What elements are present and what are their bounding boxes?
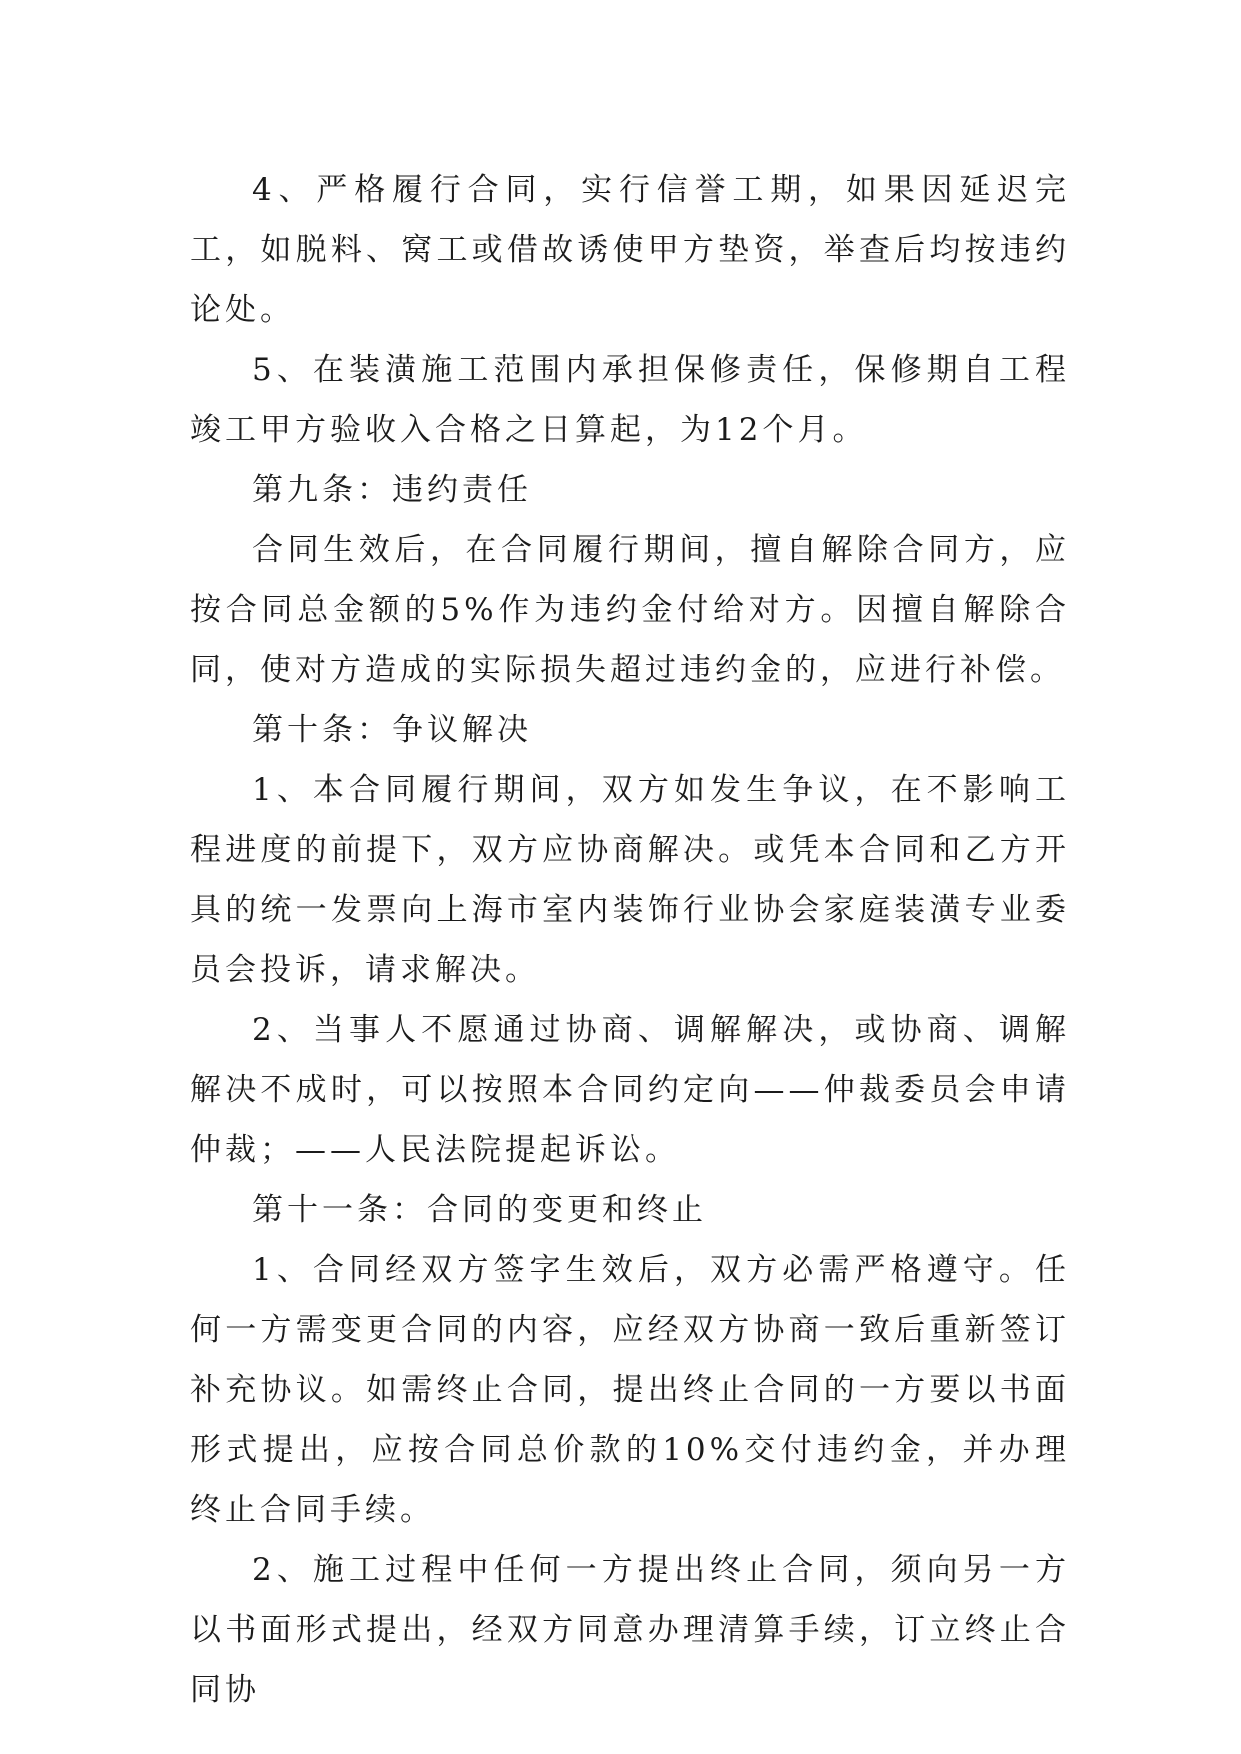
clause-10-item-2: 2、当事人不愿通过协商、调解解决，或协商、调解解决不成时，可以按照本合同约定向——仲裁委员会申请仲裁；——人民法院提起诉讼。 — [190, 1012, 1070, 1168]
clause-11-item-1: 1、合同经双方签字生效后，双方必需严格遵守。任何一方需变更合同的内容，应经双方协商一致后重新签订补充协议。如需终止合同，提出终止合同的一方要以书面形式提出，应按合同总价款的10%交付违约金，并办理终止合同手续。 — [190, 1252, 1070, 1528]
document-body — [190, 160, 1070, 1720]
clause-10-item-1: 1、本合同履行期间，双方如发生争议，在不影响工程进度的前提下，双方应协商解决。或凭本合同和乙方开具的统一发票向上海市室内装饰行业协会家庭装潢专业委员会投诉，请求解决。 — [190, 772, 1070, 988]
clause-9-body: 合同生效后，在合同履行期间，擅自解除合同方，应按合同总金额的5%作为违约金付给对方。因擅自解除合同，使对方造成的实际损失超过违约金的，应进行补偿。 — [190, 532, 1070, 688]
clause-11-item-2: 2、施工过程中任何一方提出终止合同，须向另一方以书面形式提出，经双方同意办理清算手续，订立终止合同协 — [190, 1552, 1070, 1708]
clause-9-heading: 第九条：违约责任 — [252, 472, 532, 508]
clause-10-heading: 第十条：争议解决 — [252, 712, 532, 748]
clause-8-item-4: 4、严格履行合同，实行信誉工期，如果因延迟完工，如脱料、窝工或借故诱使甲方垫资，举查后均按违约论处。 — [190, 172, 1070, 328]
clause-11-heading: 第十一条：合同的变更和终止 — [252, 1192, 707, 1228]
clause-8-item-5: 5、在装潢施工范围内承担保修责任，保修期自工程竣工甲方验收入合格之日算起，为12个月。 — [190, 352, 1070, 448]
